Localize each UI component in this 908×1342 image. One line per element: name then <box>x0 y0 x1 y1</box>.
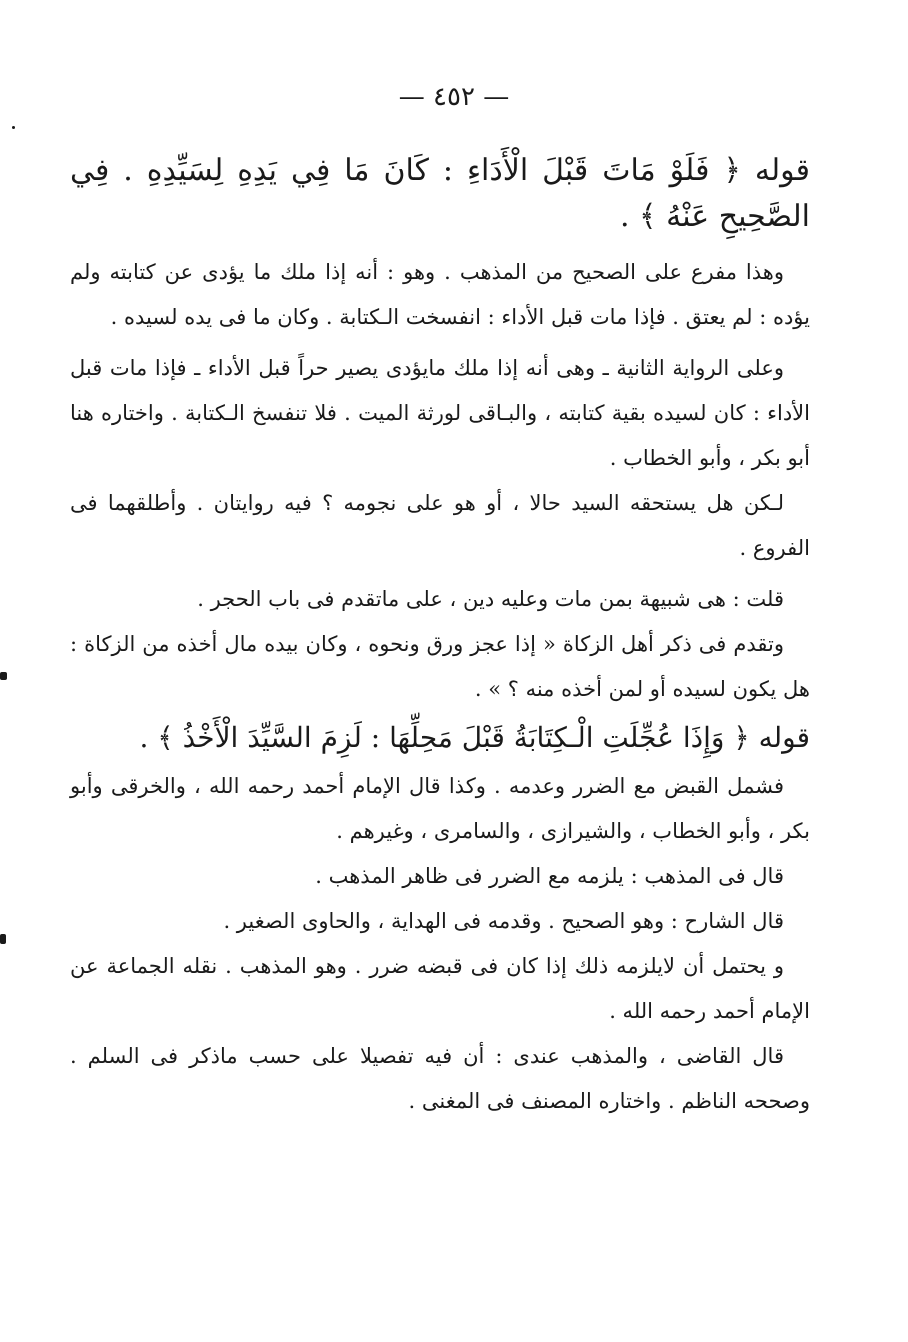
page-body <box>70 80 810 1124</box>
paragraph-1: وهذا مفرع على الصحيح من المذهب . وهو : أنه إذا ملك ما يؤدى عن كتابته ولم يؤده : لم يعتق . فإذا مات قبل الأداء : انفسخت الـكتابة . وكان ما فى يده لسيده . <box>70 260 810 329</box>
heading-1: قوله ﴿ فَلَوْ مَاتَ قَبْلَ الْأَدَاءِ : كَانَ مَا فِي يَدِهِ لِسَيِّدِهِ . فِي الصَّحِيحِ عَنْهُ ﴾ . <box>70 153 810 234</box>
margin-mark <box>0 934 6 944</box>
paragraph-7: قال فى المذهب : يلزمه مع الضرر فى ظاهر المذهب . <box>315 864 784 888</box>
paragraph-2: وعلى الرواية الثانية ـ وهى أنه إذا ملك مايؤدى يصير حراً قبل الأداء ـ فإذا مات قبل الأداء : كان لسيده بقية كتابته ، والبـاقى لورثة الميت . فلا تنفسخ الـكتابة . واختاره هنا أبو بكر ، وأبو الخطاب . <box>70 356 810 470</box>
paragraph-10: قال القاضى ، والمذهب عندى : أن فيه تفصيلا على حسب ماذكر فى السلم . وصححه الناظم . واختاره المصنف فى المغنى . <box>70 1044 810 1113</box>
paragraph-5: وتقدم فى ذكر أهل الزكاة « إذا عجز ورق ونحوه ، وكان بيده مال أخذه من الزكاة : هل يكون لسيده أو لمن أخذه منه ؟ » . <box>70 632 810 701</box>
paragraph-9: و يحتمل أن لايلزمه ذلك إذا كان فى قبضه ضرر . وهو المذهب . نقله الجماعة عن الإمام أحمد رحمه الله . <box>70 954 810 1023</box>
paragraph-3: لـكن هل يستحقه السيد حالا ، أو هو على نجومه ؟ فيه روايتان . وأطلقهما فى الفروع . <box>70 491 810 560</box>
page-number: — ٤٥٢ — <box>398 82 510 112</box>
paragraph-6: فشمل القبض مع الضرر وعدمه . وكذا قال الإمام أحمد رحمه الله ، والخرقى وأبو بكر ، وأبو الخطاب ، والشيرازى ، والسامرى ، وغيرهم . <box>70 774 810 843</box>
heading-2: قوله ﴿ وَإِذَا عُجِّلَتِ الْـكِتَابَةُ قَبْلَ مَحِلِّهَا : لَزِمَ السَّيِّدَ الْأَخْذُ ﴾ . <box>139 721 810 754</box>
margin-mark <box>0 672 7 680</box>
paragraph-4: قلت : هى شبيهة بمن مات وعليه دين ، على ماتقدم فى باب الحجر . <box>197 587 784 611</box>
paragraph-8: قال الشارح : وهو الصحيح . وقدمه فى الهداية ، والحاوى الصغير . <box>223 909 784 933</box>
margin-mark <box>12 126 15 129</box>
